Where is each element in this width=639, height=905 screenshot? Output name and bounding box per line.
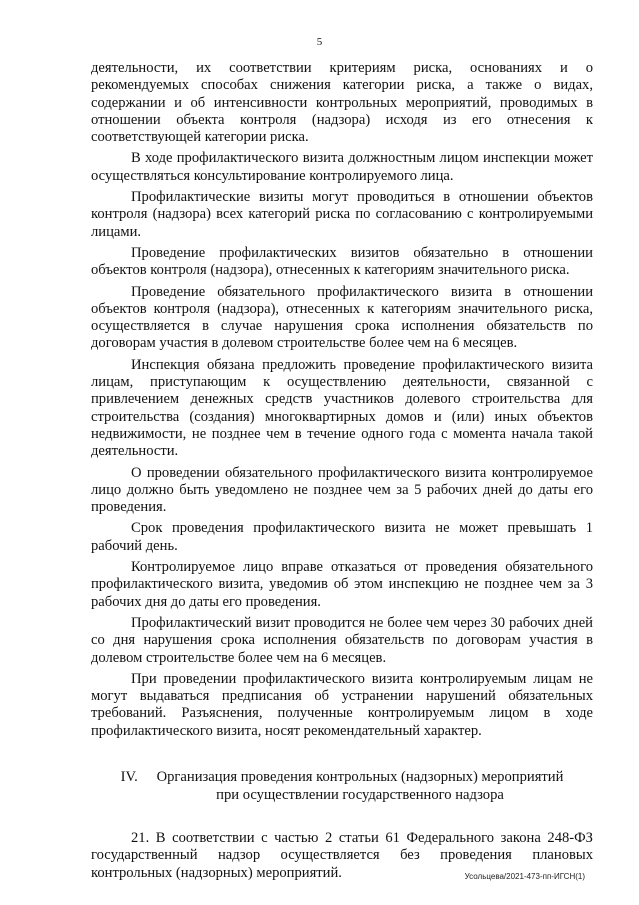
paragraph: В ходе профилактического визита должностным лицом инспекции может осуществляться консультирование контролируемого лица. [91,150,593,184]
paragraph: деятельности, их соответствии критериям риска, основаниях и о рекомендуемых способах снижения категории риска, а также о видах, содержании и об интенсивности контрольных мероприятий, проводимых в отношении объекта контроля (надзора) исходя из его отнесения к соответствующей категории риска. [91,60,593,146]
section-heading [91,768,593,804]
paragraph: Инспекция обязана предложить проведение профилактического визита лицам, приступающим к осуществлению деятельности, связанной с привлечением денежных средств участников долевого строительства для строительства (создания) многоквартирных домов и (или) иных объектов недвижимости, не позднее чем в течение одного года с момента начала такой деятельности. [91,356,593,460]
section-title [157,768,564,804]
paragraph: Профилактический визит проводится не более чем через 30 рабочих дней со дня нарушения срока исполнения обязательств по договорам участия в долевом строительстве более чем на 6 месяцев. [91,614,593,666]
paragraph: Проведение обязательного профилактического визита в отношении объектов контроля (надзора), отнесенных к категориям значительного риска, осуществляется в случае нарушения срока исполнения обязательств по договорам участия в долевом строительстве более чем на 6 месяцев. [91,283,593,352]
paragraph: 21. В соответствии с частью 2 статьи 61 Федерального закона 248-ФЗ государственный надзор осуществляется без проведения плановых контрольных (надзорных) мероприятий. [91,829,593,881]
paragraph: Контролируемое лицо вправе отказаться от проведения обязательного профилактического визита, уведомив об этом инспекцию не позднее чем за 3 рабочих дня до даты его проведения. [91,559,593,610]
section-title-line2: при осуществлении государственного надзора [216,786,504,803]
section-title-line1: Организация проведения контрольных (надзорных) мероприятий [156,768,564,785]
paragraph: Срок проведения профилактического визита не может превышать 1 рабочий день. [91,520,593,554]
paragraph: При проведении профилактического визита контролируемым лицам не могут выдаваться предписания об устранении нарушений обязательных требований. Разъяснения, полученные контролируемым лицом в ходе профилактического визита, носят рекомендательный характер. [91,670,593,739]
paragraph: Профилактические визиты могут проводиться в отношении объектов контроля (надзора) всех категорий риска по согласованию с контролируемыми лицами. [91,189,593,240]
paragraph: Проведение профилактических визитов обязательно в отношении объектов контроля (надзора), отнесенных к категориям значительного риска. [91,244,593,279]
paragraph: О проведении обязательного профилактического визита контролируемое лицо должно быть уведомлено не позднее чем за 5 рабочих дней до даты его проведения. [91,464,593,516]
document-body [91,60,593,886]
footer-reference: Усольцева/2021-473-пп-ИГСН(1) [464,872,585,881]
section-number: IV. [120,768,138,785]
page-number: 5 [316,36,323,48]
